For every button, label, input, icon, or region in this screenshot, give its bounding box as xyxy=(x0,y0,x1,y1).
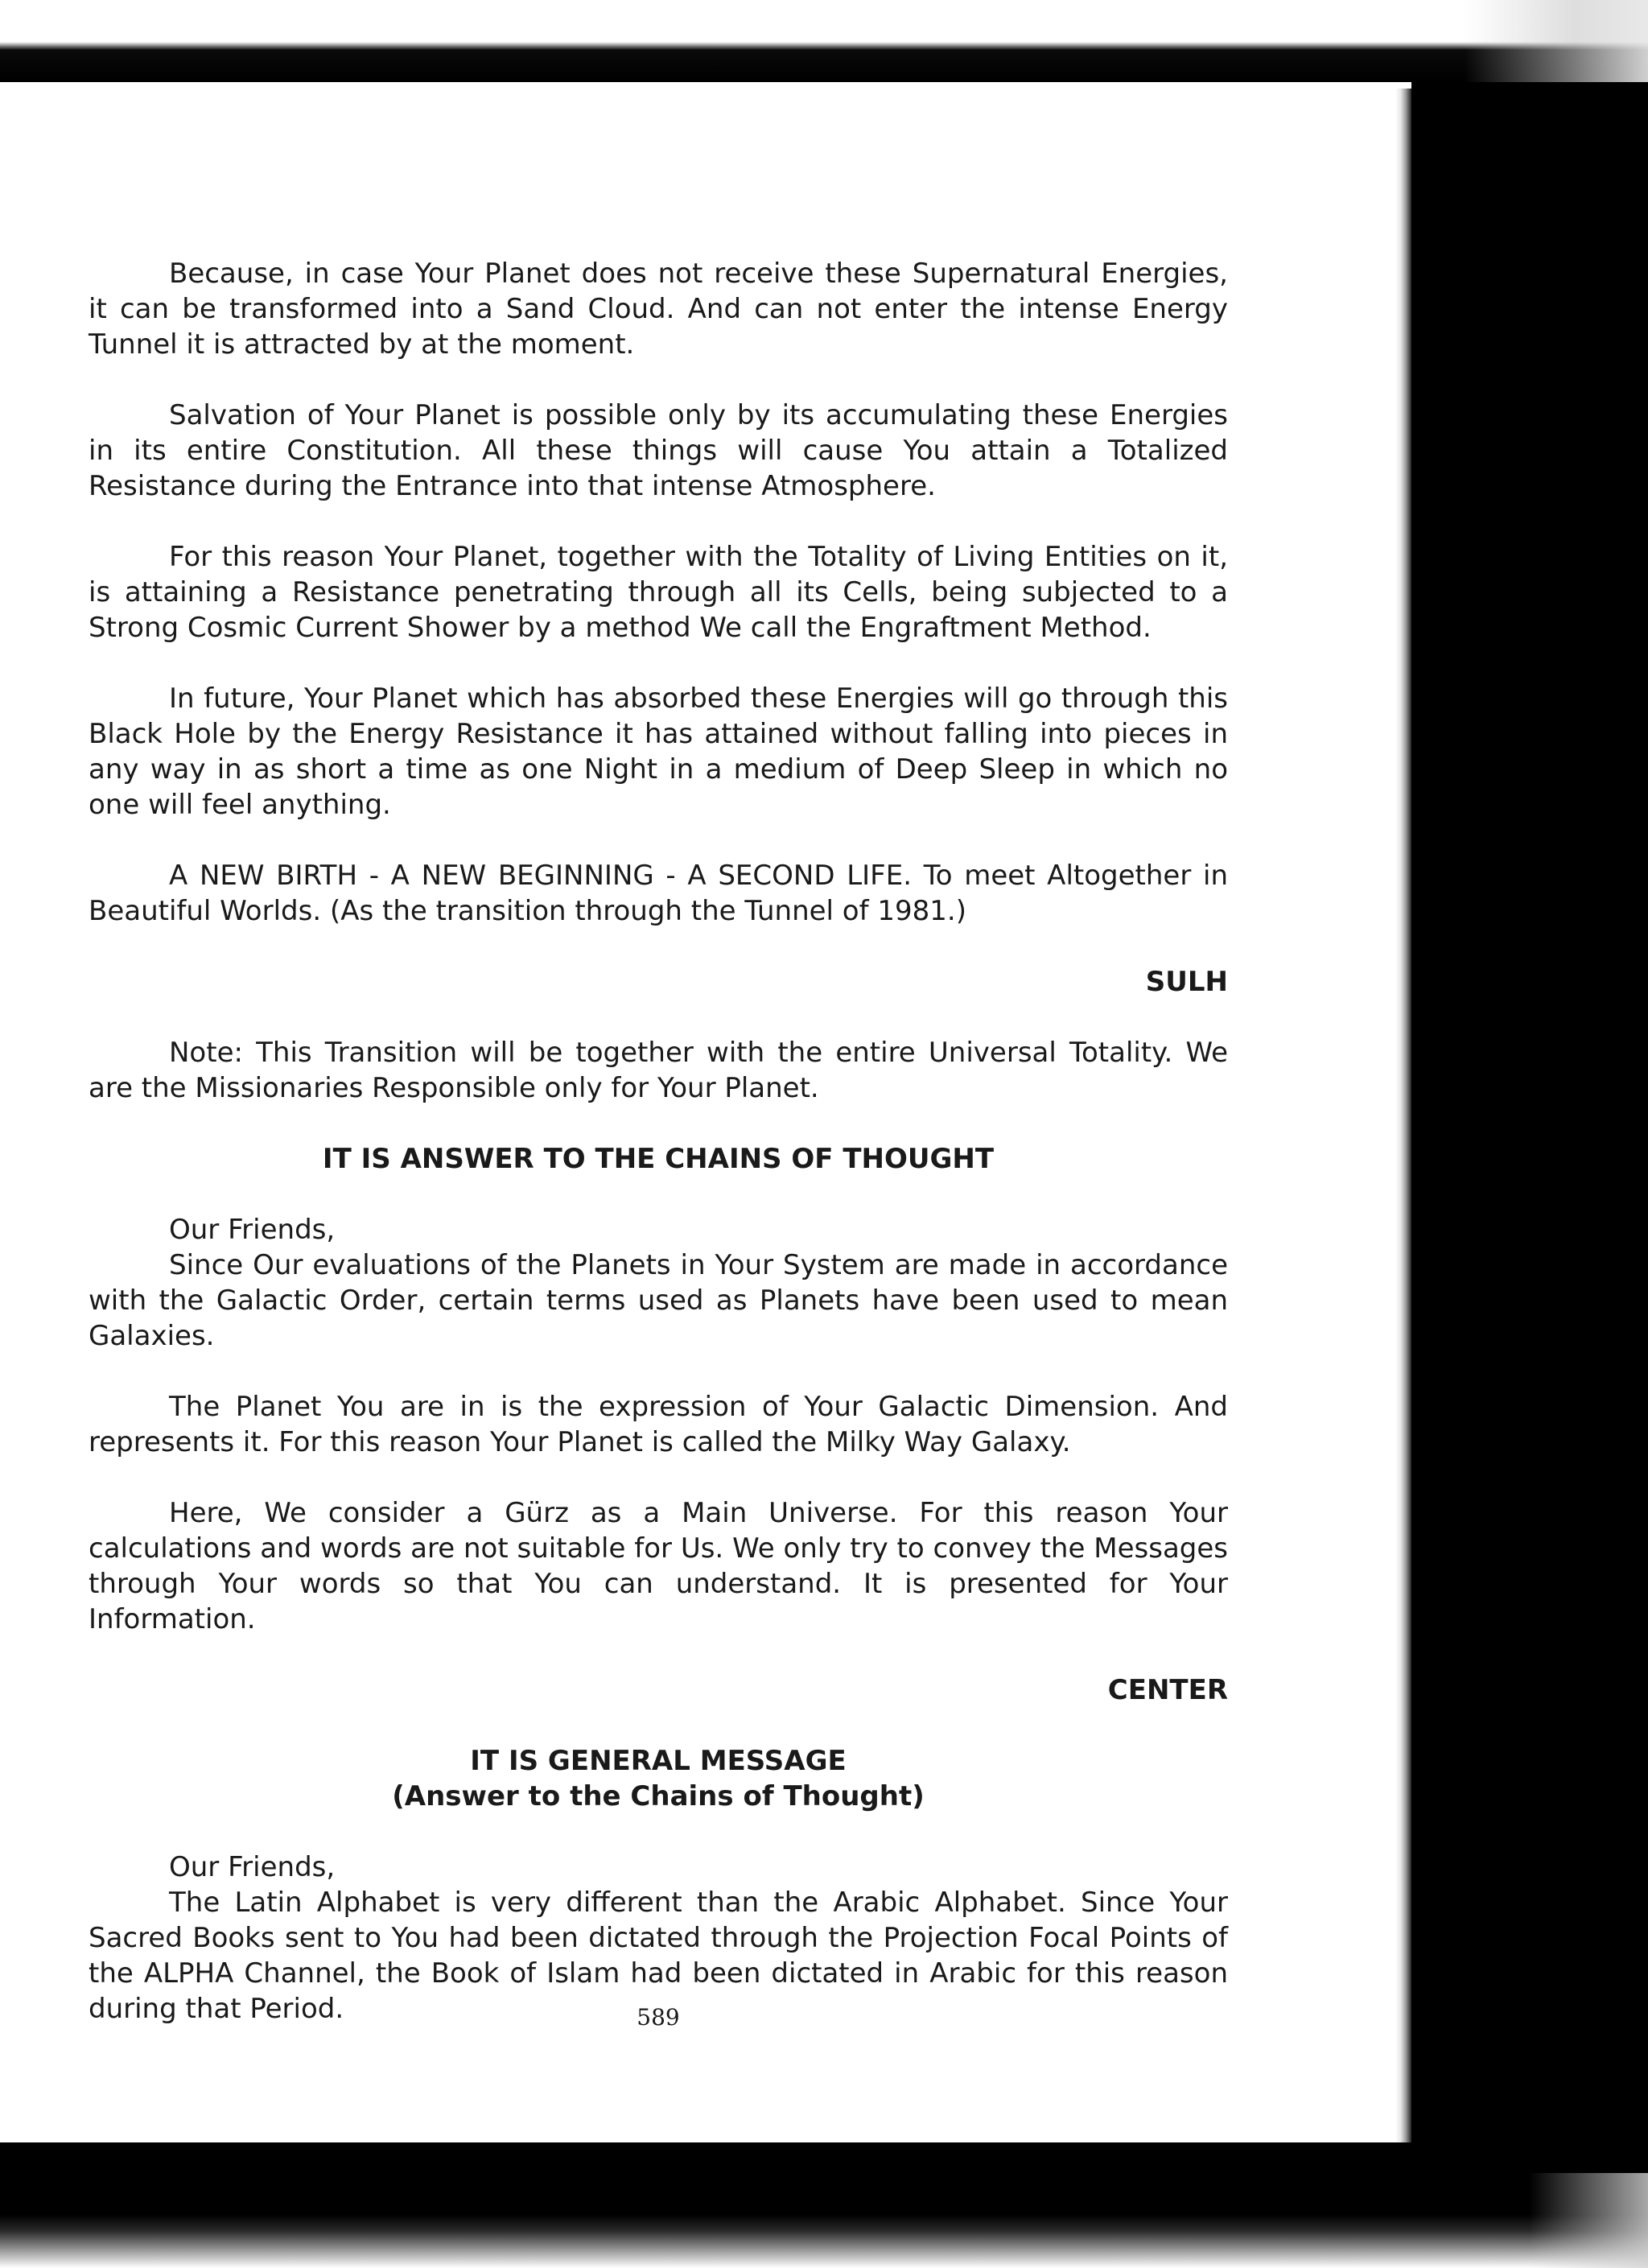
scan-top-shadow xyxy=(0,0,1648,82)
salutation: Our Friends, xyxy=(169,1214,336,1246)
salutation: Our Friends, xyxy=(169,1851,336,1883)
paragraph: A NEW BIRTH - A NEW BEGINNING - A SECOND LIFE. To meet Altogether in Beautiful Worlds. (As the transition through the Tunnel of 1981.) xyxy=(89,860,1228,927)
paragraph: Since Our evaluations of the Planets in Your System are made in accordance with the Galactic Order, certain terms used as Planets have been used to mean Galaxies. xyxy=(89,1249,1228,1352)
section-heading: IT IS ANSWER TO THE CHAINS OF THOUGHT xyxy=(322,1143,995,1175)
page-edge xyxy=(1395,89,1413,2149)
note-paragraph: Note: This Transition will be together with the entire Universal Totality. We are the Missionaries Responsible only for Your Planet. xyxy=(89,1037,1228,1104)
paragraph: Salvation of Your Planet is possible only by its accumulating these Energies in its entire Constitution. All these things will cause You attain a Totalized Resistance during the Entrance into that intense Atmosphere. xyxy=(89,399,1228,502)
section-heading: IT IS GENERAL MESSAGE xyxy=(470,1745,847,1777)
paragraph: In future, Your Planet which has absorbed these Energies will go through this Black Hole by the Energy Resistance it has attained without falling into pieces in any way in as short a time as one Night in a medium of Deep Sleep in which no one will feel anything. xyxy=(89,682,1228,821)
paragraph: Because, in case Your Planet does not receive these Supernatural Energies, it can be transformed into a Sand Cloud. And can not enter the intense Energy Tunnel it is attracted by at the moment. xyxy=(89,258,1228,361)
paragraph: For this reason Your Planet, together with the Totality of Living Entities on it, is attaining a Resistance penetrating through all its Cells, being subjected to a Strong Cosmic Current Shower by a method We call the Engraftment Method. xyxy=(89,541,1228,644)
page-number: 589 xyxy=(637,2004,680,2031)
paragraph: The Latin Alphabet is very different than the Arabic Alphabet. Since Your Sacred Books sent to You had been dictated through the Projection Focal Points of the ALPHA Channel, the Book of Islam had been dictated in Arabic for this reason during that Period. xyxy=(89,1887,1228,2025)
signature-sulh: SULH xyxy=(1145,966,1228,998)
scan-right-shadow xyxy=(1411,82,1648,2142)
page-body xyxy=(89,256,1228,2027)
signature-center: CENTER xyxy=(1107,1674,1228,1706)
scan-bottom-shadow xyxy=(0,2142,1648,2268)
section-subheading: (Answer to the Chains of Thought) xyxy=(392,1780,925,1812)
paragraph: Here, We consider a Gürz as a Main Universe. For this reason Your calculations and words are not suitable for Us. We only try to convey the Messages through Your words so that You can understand. It is presented for Your Information. xyxy=(89,1497,1228,1635)
paragraph: The Planet You are in is the expression of Your Galactic Dimension. And represents it. For this reason Your Planet is called the Milky Way Galaxy. xyxy=(89,1391,1228,1458)
scan-top-corner xyxy=(1465,0,1648,89)
scan-bottom-corner xyxy=(1529,2173,1648,2268)
